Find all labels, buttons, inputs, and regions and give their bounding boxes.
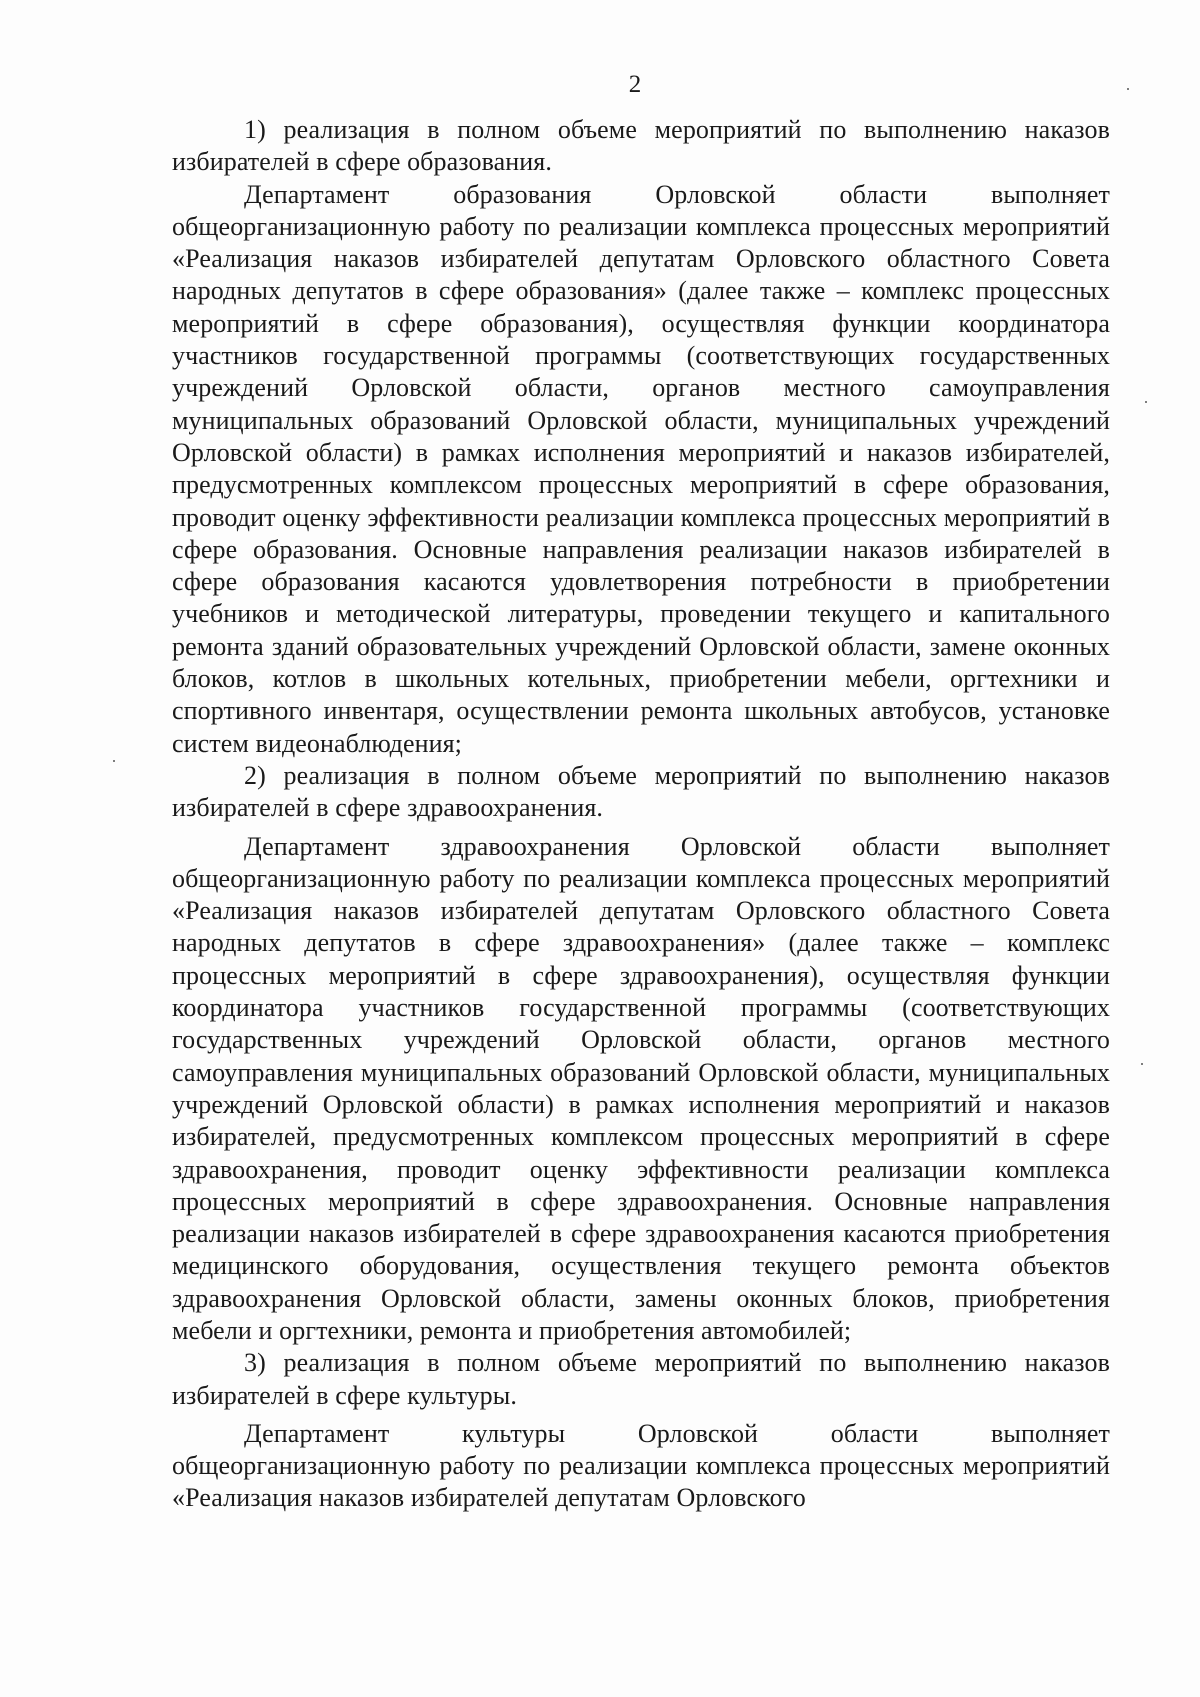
scan-speck (113, 760, 115, 762)
paragraph-item-1-education: 1) реализация в полном объеме мероприятий по выполнению наказов избирателей в сфере образования. (172, 115, 1110, 177)
paragraph-culture-department: Департамент культуры Орловской области выполняет общеорганизационную работу по реализации комплекса процессных мероприятий «Реализация наказов избирателей депутатам Орловского (172, 1418, 1110, 1513)
scan-speck (1141, 1063, 1143, 1065)
paragraph-item-3-culture: 3) реализация в полном объеме мероприятий по выполнению наказов избирателей в сфере культуры. (172, 1348, 1110, 1410)
scan-speck (1127, 88, 1129, 90)
paragraph-item-2-healthcare: 2) реализация в полном объеме мероприятий по выполнению наказов избирателей в сфере здравоохранения. (172, 760, 1110, 823)
scan-speck (1145, 401, 1147, 403)
page-number: 2 (628, 71, 642, 98)
document-body (172, 114, 1110, 1515)
paragraph-education-department: Департамент образования Орловской области выполняет общеорганизационную работу по реализации комплекса процессных мероприятий «Реализация наказов избирателей депутатам Орловского областного Совета народных депутатов в сфере образования» (далее также – комплекс процессных мероприятий в сфере образования), осуществляя функции координатора участников государственной программы (соответствующих государственных учреждений Орловской области, органов местного самоуправления муниципальных образований Орловской области, муниципальных учреждений Орловской области) в рамках исполнения мероприятий и наказов избирателей, предусмотренных комплексом процессных мероприятий в сфере образования, проводит оценку эффективности реализации комплекса процессных мероприятий в сфере образования. Основные направления реализации наказов избирателей в сфере образования касаются удовлетворения потребности в приобретении учебников и методической литературы, проведении текущего и капитального ремонта зданий образовательных учреждений Орловской области, замене оконных блоков, котлов в школьных котельных, приобретении мебели, оргтехники и спортивного инвентаря, осуществлении ремонта школьных автобусов, установке систем видеонаблюдения; (172, 179, 1110, 758)
paragraph-healthcare-department: Департамент здравоохранения Орловской области выполняет общеорганизационную работу по реализации комплекса процессных мероприятий «Реализация наказов избирателей депутатам Орловского областного Совета народных депутатов в сфере здравоохранения» (далее также – комплекс процессных мероприятий в сфере здравоохранения), осуществляя функции координатора участников государственной программы (соответствующих государственных учреждений Орловской области, органов местного самоуправления муниципальных образований Орловской области, муниципальных учреждений Орловской области) в рамках исполнения мероприятий и наказов избирателей, предусмотренных комплексом процессных мероприятий в сфере здравоохранения, проводит оценку эффективности реализации комплекса процессных мероприятий в сфере здравоохранения. Основные направления реализации наказов избирателей в сфере здравоохранения касаются приобретения медицинского оборудования, осуществления текущего ремонта объектов здравоохранения Орловской области, замены оконных блоков, приобретения мебели и оргтехники, ремонта и приобретения автомобилей; (172, 831, 1110, 1345)
